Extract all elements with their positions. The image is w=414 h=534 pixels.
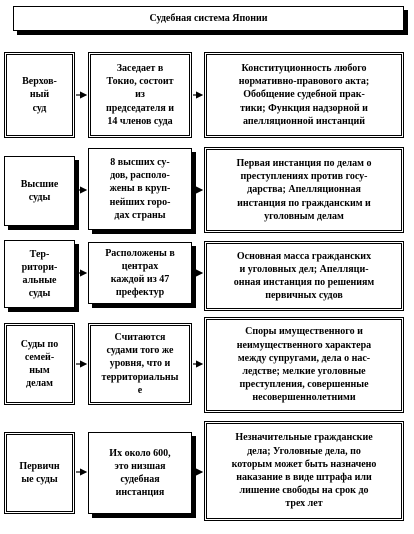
functions-text: Незначительные гражданские дела; Уголовные дела, по которым может быть назначено наказание в виде штрафа или лишение свободы на срок до трех лет <box>231 432 377 510</box>
court-box-territorial <box>4 240 75 308</box>
functions-text: Первая инстанция по делам о преступлениях против госу- дарства; Апелляционная инстанция по гражданским и уголовным делам <box>236 158 372 222</box>
functions-text: Основная масса гражданских и уголовных дел; Апелляци- онная инстанция по решениям первичных судов <box>233 250 375 302</box>
location-text: Их около 600, это низшая судебная инстанция <box>109 447 171 499</box>
court-box-primary <box>4 432 75 514</box>
court-label: Первичн ые суды <box>19 460 60 485</box>
location-box-family <box>88 323 192 405</box>
location-text: Расположены в центрах каждой из 47 префектур <box>105 247 175 299</box>
location-text: 8 высших су- дов, располо- жены в круп- нейших горо- дах страны <box>109 157 171 221</box>
functions-box-family <box>204 317 404 413</box>
functions-box-primary <box>204 421 404 521</box>
court-box-supreme <box>4 52 75 138</box>
title-box <box>13 6 404 31</box>
court-label: Тер- ритори- альные суды <box>21 248 58 300</box>
court-label: Верхов- ный суд <box>22 76 57 114</box>
location-box-high <box>88 148 192 230</box>
location-box-territorial <box>88 242 192 304</box>
location-box-primary <box>88 432 192 514</box>
functions-text: Конституционность любого нормативно-правового акта; Обобщение судебной прак- тики; Функция надзорной и апелляционной инстанций <box>238 63 370 127</box>
diagram-title: Судебная система Японии <box>149 12 268 24</box>
court-label: Суды по семей- ным делам <box>20 338 59 390</box>
court-box-family <box>4 323 75 405</box>
functions-box-supreme <box>204 52 404 138</box>
location-text: Считаются судами того же уровня, что и территориальны е <box>101 332 179 396</box>
court-box-high <box>4 156 75 226</box>
location-text: Заседает в Токио, состоит из председателя и 14 членов суда <box>106 63 174 127</box>
court-label: Высшие суды <box>20 178 59 203</box>
location-box-supreme <box>88 52 192 138</box>
functions-text: Споры имущественного и неимущественного характера между супругами, дела о нас- ледстве; мелкие уголовные преступления, совершенные несовершеннолетними <box>236 326 372 404</box>
functions-box-high <box>204 147 404 233</box>
functions-box-territorial <box>204 241 404 311</box>
